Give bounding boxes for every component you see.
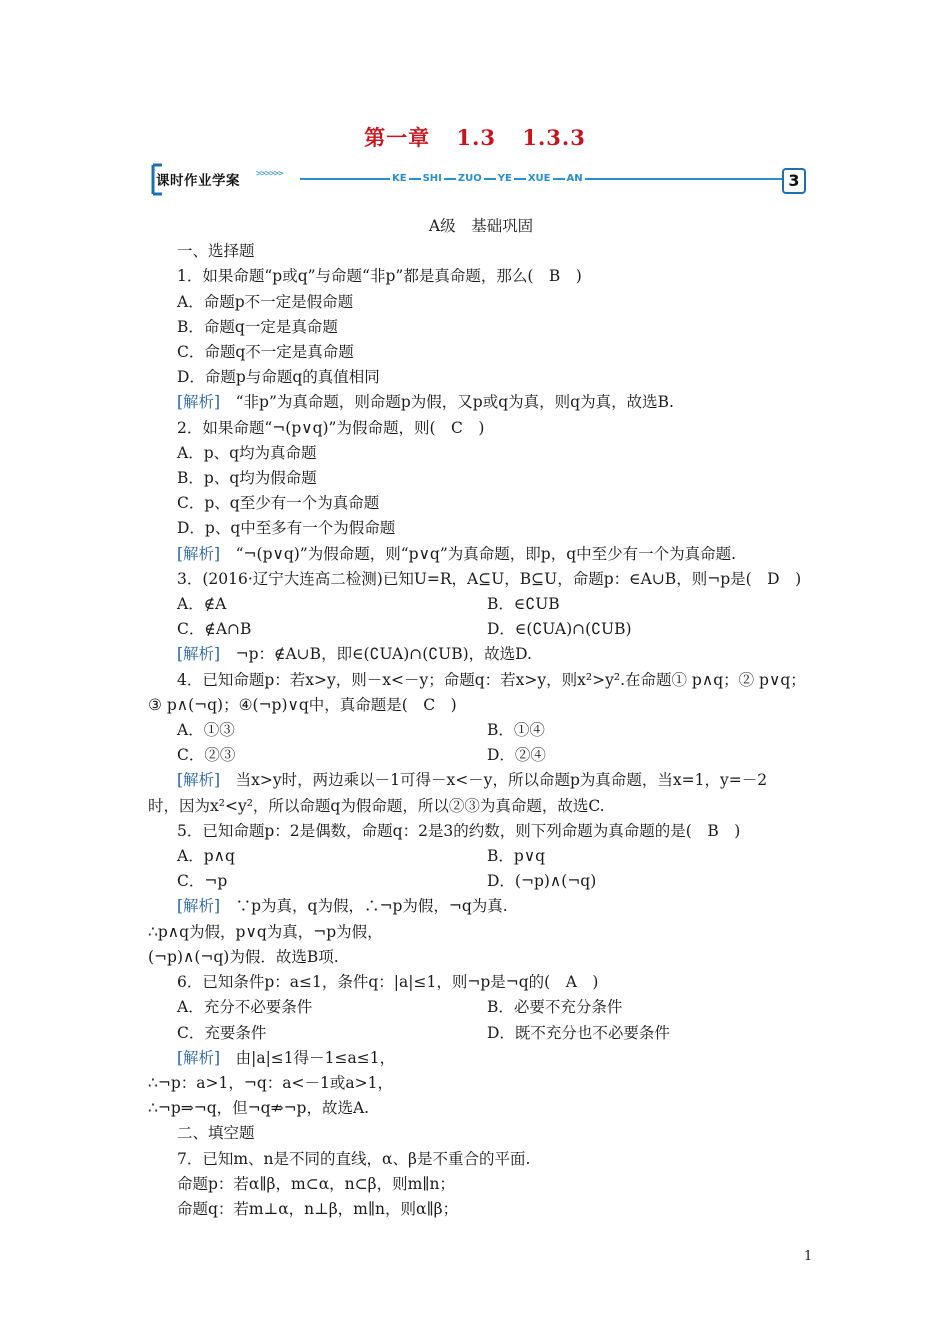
solution-text: 当x>y时，两边乘以－1可得－x<－y，所以命题p为真命题，当x=1，y=－2 (220, 771, 768, 790)
banner-word: XUE (527, 173, 551, 184)
level-heading: A级 基础巩固 (428, 217, 534, 235)
solution-text: “非p”为真命题，则命题p为假，又p或q为真，则q为真，故选B. (220, 393, 674, 412)
banner-word: ZUO (457, 173, 482, 184)
solution-tag: [解析] (177, 544, 221, 563)
question-5: 5．已知命题p：2是偶数，命题q：2是3的约数，则下列命题为真命题的是( B ) (177, 821, 741, 840)
solution-cont: 时，因为x²<y²，所以命题q为假命题，所以②③为真命题，故选C. (148, 796, 605, 815)
banner-number-badge: 3 (782, 168, 806, 194)
option: A．p、q均为真命题 (177, 443, 317, 462)
solution-tag: [解析] (177, 1048, 221, 1067)
question-3: 3．(2016·辽宁大连高二检测)已知U=R，A⊆U，B⊆U，命题p：∈A∪B，则¬p是( D ) (177, 569, 802, 588)
question-7: 7．已知m、n是不同的直线，α、β是不重合的平面. (177, 1149, 531, 1168)
proposition-p: 命题p：若α∥β，m⊂α，n⊂β，则m∥n； (177, 1174, 455, 1193)
option: B．必要不充分条件 (487, 998, 623, 1017)
section-heading: 一、选择题 (177, 242, 255, 261)
solution-tag: [解析] (177, 393, 221, 412)
solution (148, 894, 814, 919)
question-1: 1．如果命题“p或q”与命题“非p”都是真命题，那么( B ) (177, 267, 582, 286)
option: B．①④ (487, 721, 545, 740)
solution (148, 1046, 814, 1071)
option: A．∉A (177, 595, 227, 614)
banner-word: SHI (422, 173, 442, 184)
question-2: 2．如果命题“¬(p∨q)”为假命题，则( C ) (177, 418, 485, 437)
option: A．充分不必要条件 (177, 998, 313, 1017)
title-subsection: 1.3.3 (522, 125, 586, 150)
option-row (148, 844, 814, 869)
solution (148, 390, 814, 415)
question-4: 4．已知命题p：若x>y，则－x<－y；命题q：若x>y，则x²>y².在命题① p∧q；② p∨q； (177, 670, 806, 689)
solution-text: 由|a|≤1得－1≤a≤1， (220, 1048, 396, 1067)
title-section: 1.3 (456, 125, 497, 150)
option-row (148, 743, 814, 768)
proposition-q: 命题q：若m⊥α，n⊥β，m∥n，则α∥β； (177, 1199, 459, 1218)
banner-word: KE (392, 173, 407, 184)
option: C．充要条件 (177, 1023, 267, 1042)
solution-cont: ∴p∧q为假，p∨q为真，¬p为假， (148, 922, 383, 941)
solution-cont: ∴¬p⇒¬q，但¬q⇏¬p，故选A. (148, 1099, 370, 1118)
chapter-title (0, 122, 950, 152)
solution-tag: [解析] (177, 645, 221, 664)
section-heading: 二、填空题 (177, 1124, 255, 1143)
option: B．命题q一定是真命题 (177, 317, 338, 336)
solution-cont: ∴¬p：a>1，¬q：a<－1或a>1， (148, 1073, 393, 1092)
option-row (148, 1021, 814, 1046)
option: B．p∨q (487, 847, 546, 866)
solution-tag: [解析] (177, 771, 221, 790)
banner-word: YE (497, 173, 512, 184)
option-row (148, 718, 814, 743)
banner-arrows: >>>>>> (256, 169, 283, 179)
solution-text: ∵p为真，q为假，∴¬p为假，¬q为真. (220, 897, 508, 916)
solution-text: ¬p：∉A∪B，即∈(∁UA)∩(∁UB)，故选D. (220, 645, 532, 664)
option: D．(¬p)∧(¬q) (487, 872, 597, 891)
banner-label: 课时作业学案 (156, 173, 240, 189)
solution (148, 542, 814, 567)
solution (148, 642, 814, 667)
option: D．②④ (487, 746, 546, 765)
title-chapter: 第一章 (364, 125, 431, 150)
option: C．∉A∩B (177, 620, 252, 639)
solution-text: “¬(p∨q)”为假命题，则“p∨q”为真命题，即p，q中至少有一个为真命题. (220, 544, 737, 563)
option: D．∈(∁UA)∩(∁UB) (487, 620, 632, 639)
banner-word: AN (566, 173, 583, 184)
question-4-cont: ③ p∧(¬q)；④(¬p)∨q中，真命题是( C ) (148, 695, 457, 714)
solution-tag: [解析] (177, 897, 221, 916)
option: A．①③ (177, 721, 235, 740)
option: A．命题p不一定是假命题 (177, 292, 354, 311)
option: D．命题p与命题q的真值相同 (177, 368, 380, 387)
homework-banner (150, 161, 806, 197)
option: B．p、q均为假命题 (177, 469, 317, 488)
document-body (148, 214, 814, 1222)
option: A．p∧q (177, 847, 235, 866)
option-row (148, 592, 814, 617)
question-6: 6．已知条件p：a≤1，条件q：|a|≤1，则¬p是¬q的( A ) (177, 973, 599, 992)
option-row (148, 995, 814, 1020)
page-number: 1 (804, 1249, 813, 1264)
banner-words (390, 173, 585, 184)
solution (148, 768, 814, 793)
option: B．∈∁UB (487, 595, 560, 614)
option: C．②③ (177, 746, 236, 765)
option: C．¬p (177, 872, 228, 891)
option-row (148, 869, 814, 894)
option-row (148, 617, 814, 642)
option: D．既不充分也不必要条件 (487, 1023, 670, 1042)
solution-cont: (¬p)∧(¬q)为假．故选B项. (148, 947, 339, 966)
option: D．p、q中至多有一个为假命题 (177, 519, 396, 538)
option: C．p、q至少有一个为真命题 (177, 494, 380, 513)
option: C．命题q不一定是真命题 (177, 343, 354, 362)
